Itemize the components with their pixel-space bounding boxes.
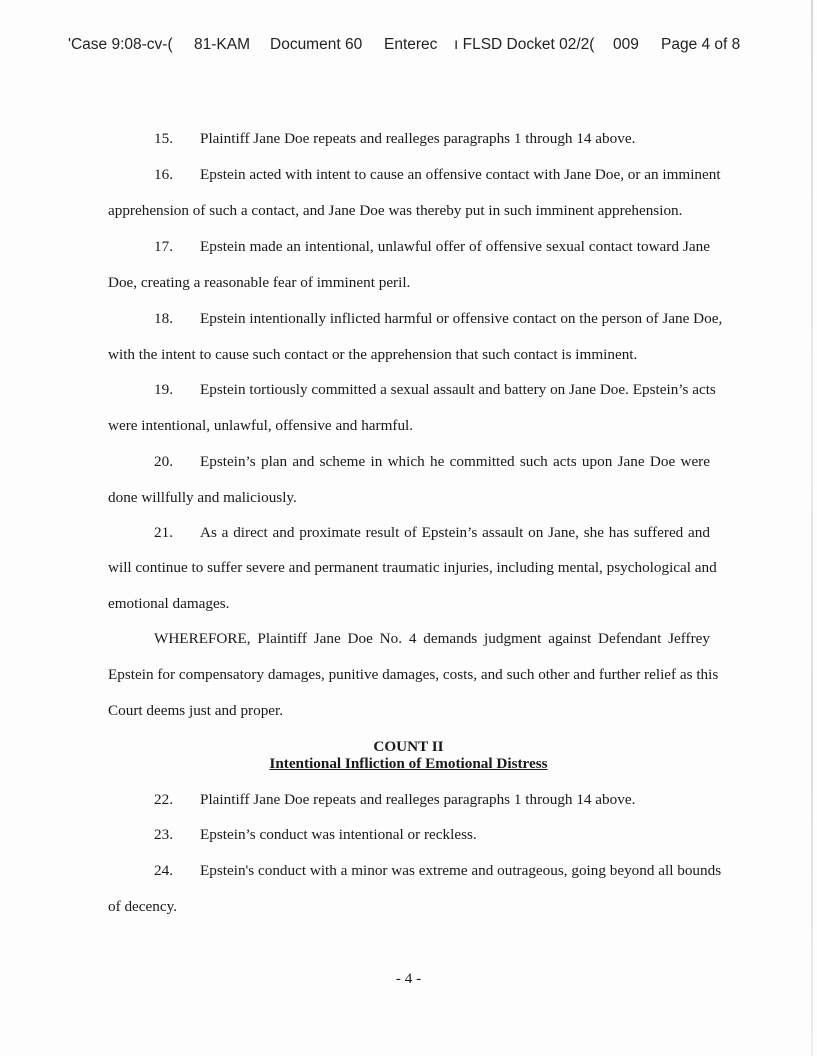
header-docket-date: ı FLSD Docket 02/2( [454, 36, 595, 53]
paragraph-text: Plaintiff Jane Doe repeats and realleges paragraphs 1 through 14 above. [200, 791, 636, 808]
paragraph-17 [154, 238, 710, 256]
paragraph-20 [154, 453, 710, 471]
scan-edge [811, 0, 813, 1056]
paragraph-16-line-2: apprehension of such a contact, and Jane Doe was thereby put in such imminent apprehension. [108, 202, 683, 219]
paragraph-number: 23. [154, 826, 173, 843]
paragraph-19-line-2: were intentional, unlawful, offensive and harmful. [108, 417, 414, 434]
paragraph-text: Epstein’s plan and scheme in which he committed such acts upon Jane Doe were [200, 453, 710, 470]
paragraph-number: 22. [154, 791, 173, 808]
paragraph-21-line-3: emotional damages. [108, 595, 230, 612]
paragraph-18-line-2: with the intent to cause such contact or the apprehension that such contact is imminent. [108, 346, 638, 363]
header-page-of: Page 4 of 8 [661, 36, 741, 53]
paragraph-21-line-2: will continue to suffer severe and permanent traumatic injuries, including mental, psychological and [108, 559, 717, 576]
paragraph-text: Epstein made an intentional, unlawful offer of offensive sexual contact toward Jane [200, 238, 710, 255]
paragraph-24-line-2: of decency. [108, 898, 178, 915]
paragraph-23 [154, 826, 710, 844]
paragraph-number: 20. [154, 453, 173, 470]
paragraph-text: Epstein's conduct with a minor was extreme and outrageous, going beyond all bounds [200, 862, 722, 879]
paragraph-text: Epstein tortiously committed a sexual assault and battery on Jane Doe. Epstein’s acts [200, 381, 716, 398]
count-subtitle: Intentional Infliction of Emotional Distress [269, 755, 548, 772]
paragraph-22 [154, 791, 710, 809]
paragraph-text: Plaintiff Jane Doe repeats and realleges paragraphs 1 through 14 above. [200, 130, 636, 147]
paragraph-text: Epstein’s conduct was intentional or reckless. [200, 826, 477, 843]
paragraph-number: 19. [154, 381, 173, 398]
header-year: 009 [613, 36, 639, 53]
paragraph-text: Epstein acted with intent to cause an offensive contact with Jane Doe, or an imminent [200, 166, 721, 183]
paragraph-16 [154, 166, 721, 184]
paragraph-15 [154, 130, 710, 148]
header-document-number: Document 60 [270, 36, 363, 53]
paragraph-number: 24. [154, 862, 173, 879]
page-number: - 4 - [395, 970, 422, 987]
paragraph-21 [154, 524, 710, 542]
header-case-number: 'Case 9:08-cv-( [68, 36, 173, 53]
header-judge-code: 81-KAM [194, 36, 250, 53]
paragraph-18 [154, 310, 723, 328]
count-title: COUNT II [373, 738, 444, 755]
paragraph-19 [154, 381, 716, 399]
paragraph-17-line-2: Doe, creating a reasonable fear of imminent peril. [108, 274, 411, 291]
header-entered: Enterec [384, 36, 438, 53]
wherefore-clause: WHEREFORE, Plaintiff Jane Doe No. 4 demands judgment against Defendant Jeffrey [154, 630, 710, 647]
paragraph-text: As a direct and proximate result of Epstein’s assault on Jane, she has suffered and [200, 524, 710, 541]
paragraph-number: 16. [154, 166, 173, 183]
wherefore-line-2: Epstein for compensatory damages, punitive damages, costs, and such other and further relief as this [108, 666, 719, 683]
paragraph-number: 18. [154, 310, 173, 327]
paragraph-number: 15. [154, 130, 173, 147]
paragraph-number: 17. [154, 238, 173, 255]
paragraph-text: Epstein intentionally inflicted harmful or offensive contact on the person of Jane Doe, [200, 310, 723, 327]
paragraph-number: 21. [154, 524, 173, 541]
docket-header [68, 36, 748, 56]
paragraph-20-line-2: done willfully and maliciously. [108, 489, 297, 506]
wherefore-line-3: Court deems just and proper. [108, 702, 284, 719]
paragraph-24 [154, 862, 722, 880]
